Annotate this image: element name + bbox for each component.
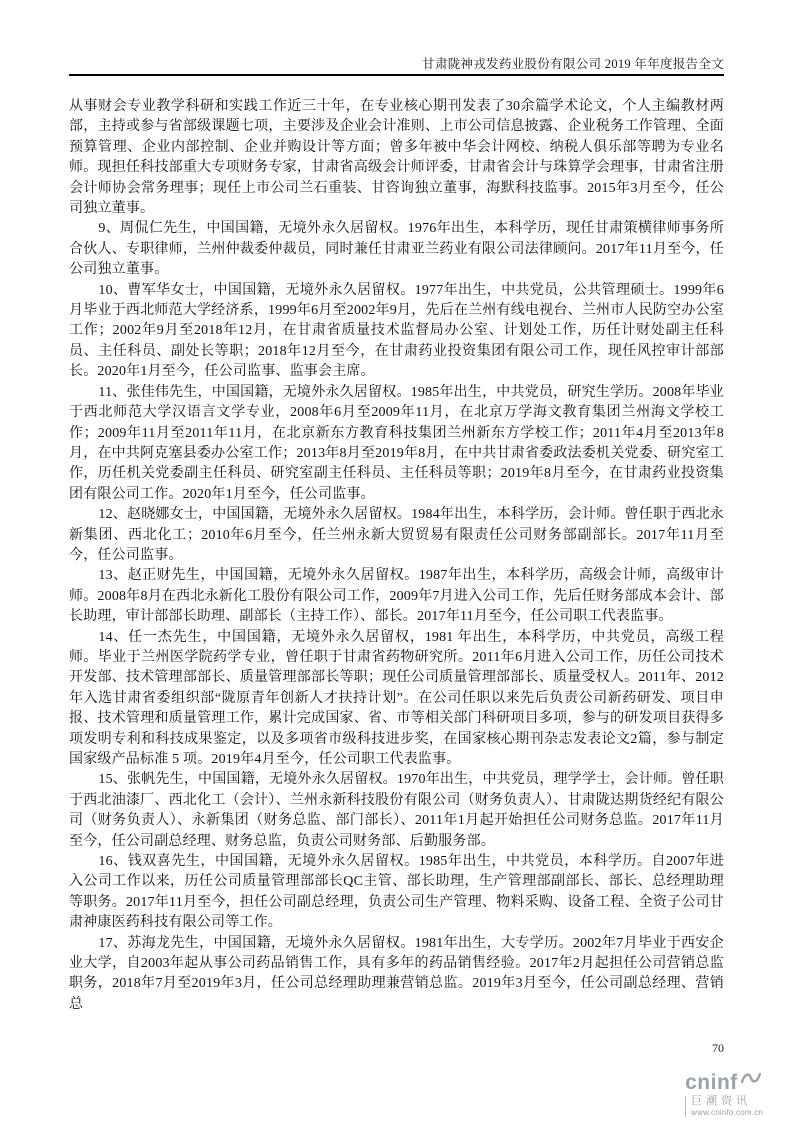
cninfo-brand-text: cninf [685, 1071, 738, 1094]
bio-paragraph-10: 10、曹军华女士，中国国籍，无境外永久居留权。1977年出生，中共党员，公共管理硕士。1999年6月毕业于西北师范大学经济系，1999年6月至2002年9月，先后在兰州有线电视台、兰州市人民防空办公室工作；2002年9月至2018年12月，在甘肃省质量技术监督局办公室、计划处工作，历任计财处副主任科员、主任科员、副处长等职；2018年12月至今，在甘肃药业投资集团有限公司工作，现任风控审计部部长。2020年1月至今，任公司监事、监事会主席。 [69, 282, 724, 380]
cninfo-name: 巨潮资讯 [691, 1095, 752, 1107]
page-number: 70 [712, 1041, 724, 1055]
wave-icon [741, 1068, 761, 1089]
bio-paragraph-11: 11、张佳伟先生，中国国籍，无境外永久居留权。1985年出生，中共党员，研究生学历。2008年毕业于西北师范大学汉语言文学专业，2008年6月至2009年11月，在北京万学海文教育集团兰州海文学校工作；2009年11月至2011年11月，在北京新东方教育科技集团兰州新东方学校工作；2011年4月至2013年8月，在中共阿克塞县委办公室工作；2013年8月至2019年8月，在中共甘肃省委政法委机关党委、研究室工作，历任机关党委副主任科员、研究室副主任科员、主任科员等职；2019年8月至今，在甘肃药业投资集团有限公司工作。2020年1月至今，任公司监事。 [69, 384, 724, 502]
cninfo-brand [685, 1068, 763, 1093]
bio-paragraph-9: 9、周侃仁先生，中国国籍，无境外永久居留权。1976年出生，本科学历，现任甘肃策横律师事务所合伙人、专职律师，兰州仲裁委仲裁员，同时兼任甘肃亚兰药业有限公司法律顾问。2017年11月至今，任公司独立董事。 [69, 221, 724, 278]
paragraph-continuation: 从事财会专业教学科研和实践工作近三十年，在专业核心期刊发表了30余篇学术论文，个人主编教材两部，主持或参与省部级课题七项，主要涉及企业会计准则、上市公司信息披露、企业税务工作管理、全面预算管理、企业内部控制、企业并购设计等方面；曾多年被中华会计网校、纳税人俱乐部等聘为专业名师。现担任科技部重大专项财务专家，甘肃省高级会计师评委，甘肃省会计与珠算学会理事，甘肃省注册会计师协会常务理事；现任上市公司兰石重装、甘咨询独立董事，海默科技监事。2015年3月至今，任公司独立董事。 [69, 99, 724, 217]
bio-paragraph-14: 14、任一杰先生，中国国籍，无境外永久居留权，1981 年出生，本科学历，中共党员，高级工程师。毕业于兰州医学院药学专业，曾任职于甘肃省药物研究所。2011年6月进入公司工作，历任公司技术开发部、技术管理部部长、质量管理部部长等职；现任公司质量管理部部长、质量受权人。2011年、2012年入选甘肃省委组织部“陇原青年创新人才扶持计划”。在公司任职以来先后负责公司新药研发、项目申报、技术管理和质量管理工作，累计完成国家、省、市等相关部门科研项目多项，参与的研发项目获得多项发明专利和科技成果鉴定，以及多项省市级科技进步奖，在国家核心期刊杂志发表论文2篇，参与制定国家级产品标准 5 项。2019年4月至今，任公司职工代表监事。 [69, 629, 724, 767]
bio-paragraph-15: 15、张帆先生，中国国籍，无境外永久居留权。1970年出生，中共党员，理学学士，会计师。曾任职于西北油漆厂、西北化工（会计）、兰州永新科技股份有限公司（财务负责人）、甘肃陇达期货经纪有限公司（财务负责人）、永新集团（财务总监、部门部长）、2011年1月起开始担任公司财务总监。2017年11月至今，任公司副总经理、财务总监，负责公司财务部、后勤服务部。 [69, 772, 724, 849]
cninfo-logo [685, 1068, 763, 1117]
bio-paragraph-13: 13、赵正财先生，中国国籍，无境外永久居留权。1987年出生，本科学历，高级会计师，高级审计师。2008年8月在西北永新化工股份有限公司工作，2009年7月进入公司工作，先后任财务部成本会计、部长助理，审计部部长助理、副部长（主持工作）、部长。2017年11月至今，任公司职工代表监事。 [69, 568, 724, 625]
cninfo-url: www.cninfo.com.cn [691, 1108, 763, 1117]
bio-paragraph-12: 12、赵晓娜女士，中国国籍，无境外永久居留权。1984年出生，本科学历，会计师。曾任职于西北永新集团、西北化工；2010年6月至今，任兰州永新大贸贸易有限责任公司财务部副部长。2017年11月至今，任公司监事。 [69, 507, 724, 563]
bio-paragraph-17: 17、苏海龙先生，中国国籍，无境外永久居留权。1981年出生，大专学历。2002年7月毕业于西安企业大学，自2003年起从事公司药品销售工作，具有多年的药品销售经验。2017年2月起担任公司营销总监职务，2018年7月至2019年3月，任公司总经理助理兼营销总监。2019年3月至今，任公司副总经理、营销总 [69, 935, 724, 1012]
header-rule [69, 74, 724, 76]
report-title: 甘肃陇神戎发药业股份有限公司 2019 年年度报告全文 [422, 57, 724, 71]
document-body [69, 97, 724, 1015]
cninfo-caption [685, 1096, 763, 1117]
bio-paragraph-16: 16、钱双喜先生，中国国籍，无境外永久居留权。1985年出生，中共党员，本科学历。自2007年进入公司工作以来，历任公司质量管理部部长QC主管、部长助理，生产管理部副部长、部长、总经理助理等职务。2017年11月至今，担任公司副总经理，负责公司生产管理、物料采购、设备工程、全资子公司甘肃神康医药科技有限公司等工作。 [69, 854, 724, 931]
